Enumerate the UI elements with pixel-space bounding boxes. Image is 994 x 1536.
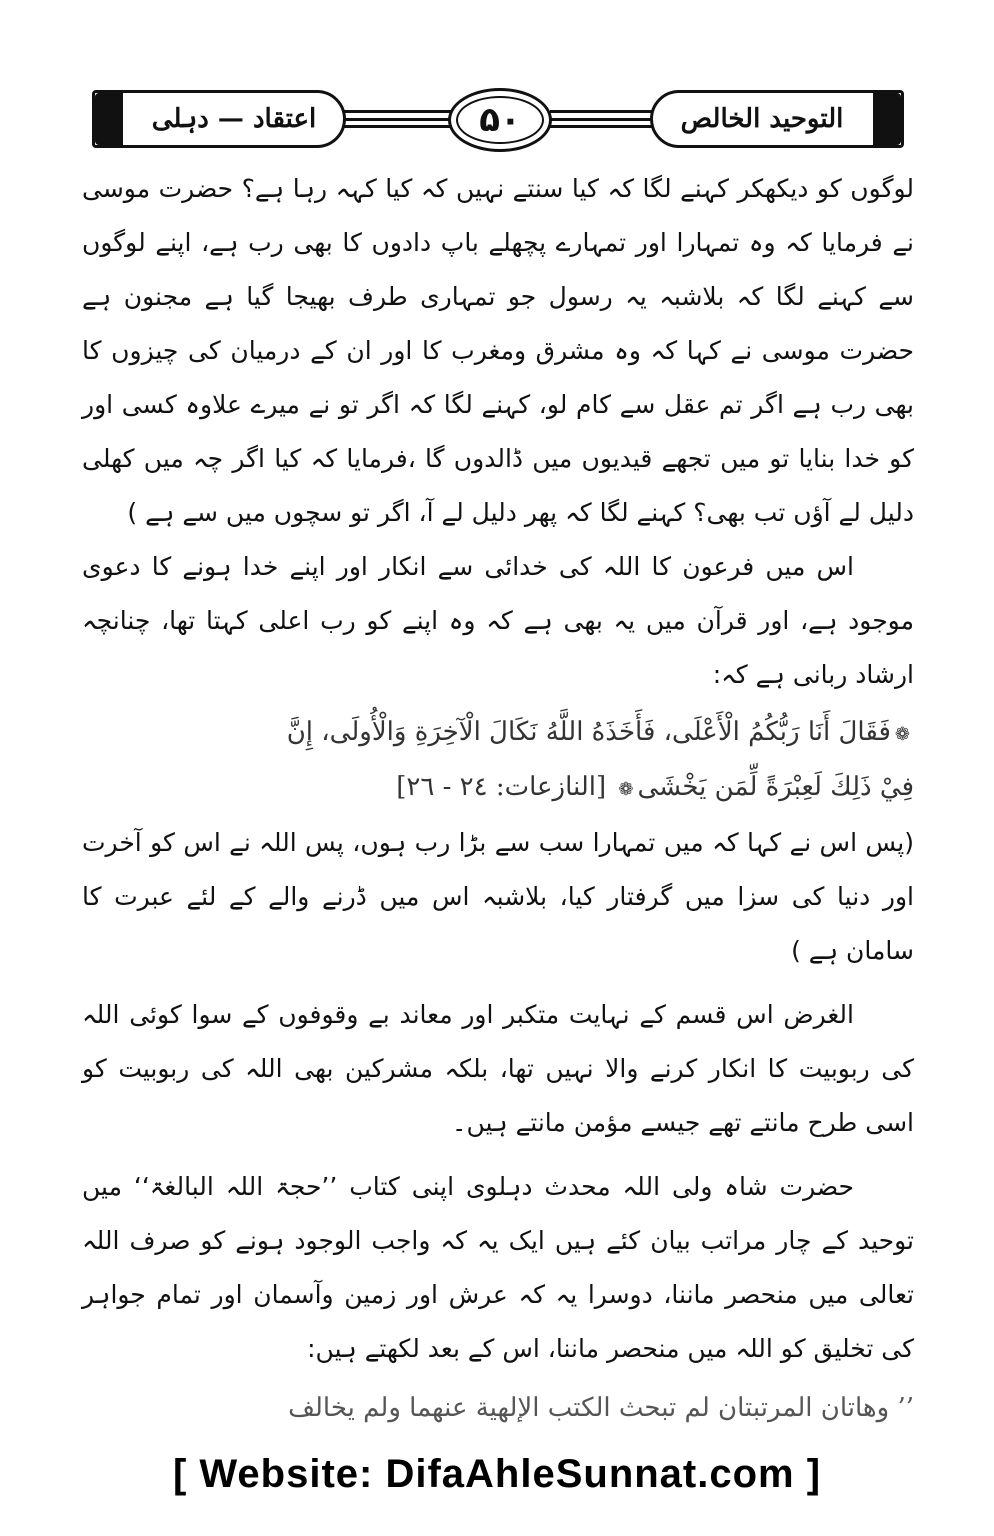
header-left-title: اعتقاد — دہلی: [151, 104, 317, 134]
header-right-title-box: [650, 90, 904, 148]
header-right-cap-decoration: [873, 93, 901, 145]
verse-close-ornament-icon: ❁: [618, 779, 634, 800]
header-right-title: التوحید الخالص: [680, 104, 844, 134]
paragraph-pharaoh-dialogue: لوگوں کو دیکھکر کہنے لگا کہ کیا سنتے نہیں کہ کیا کہہ رہا ہے؟ حضرت موسی نے فرمایا کہ وہ تمہارا اور تمہارے پچھلے باپ دادوں کا بھی رب ہے، اپنے لوگوں سے کہنے لگا کہ بلاشبہ یہ رسول جو تمہاری طرف بھیجا گیا ہے مجنون ہے حضرت موسی نے کہا کہ وہ مشرق ومغرب کا اور ان کے درمیان کی چیزوں کا بھی رب ہے اگر تم عقل سے کام لو، کہنے لگا کہ اگر تو نے میرے علاوہ کسی اور کو خدا بنایا تو میں تجھے قیدیوں میں ڈالدوں گا ،فرمایا کہ کیا اگر چہ میں کھلی دلیل لے آؤں تب بھی؟ کہنے لگا کہ پھر دلیل لے آ، اگر تو سچوں میں سے ہے ): [82, 174, 914, 527]
header-left-title-box: [92, 90, 346, 148]
quran-verse-line-1: [82, 706, 914, 761]
quran-verse-reference: [النازعات: ٢٤ - ٢٦]: [396, 772, 607, 802]
page-number: ۵۰: [479, 100, 521, 140]
website-footer: [ Website: DifaAhleSunnat.com ]: [172, 1452, 822, 1496]
page-header: [92, 88, 904, 152]
quran-verse-text-2: فِيْ ذَلِكَ لَعِبْرَةً لِّمَن يَخْشَى: [637, 772, 914, 802]
paragraph-pharaoh-claim: اس میں فرعون کا اللہ کی خدائی سے انکار اور اپنے خدا ہونے کا دعوی موجود ہے، اور قرآن میں یہ بھی ہے کہ وہ اپنے کو رب اعلی کہتا تھا، چنانچہ ارشاد ربانی ہے کہ:: [82, 552, 914, 689]
paragraph-verse-translation: (پس اس نے کہا کہ میں تمہارا سب سے بڑا رب ہوں، پس اللہ نے اس کو آخرت اور دنیا کی سزا میں گرفتار کیا، بلاشبہ اس میں ڈرنے والے کے لئے عبرت کا سامان ہے ): [82, 828, 914, 965]
page-body: [82, 160, 914, 1434]
page-number-badge: [448, 88, 552, 152]
paragraph-rububiyyah: الغرض اس قسم کے نہایت متکبر اور معاند بے وقوفوں کے سوا کوئی اللہ کی ربوبیت کا انکار کرنے والا نہیں تھا، بلکہ مشرکین بھی اللہ کی ربوبیت کو اسی طرح مانتے تھے جیسے مؤمن مانتے ہیں۔: [82, 1000, 914, 1137]
paragraph-shah-waliullah: حضرت شاہ ولی اللہ محدث دہلوی اپنی کتاب ’’حجۃ اللہ البالغۃ‘‘ میں توحید کے چار مراتب بیان کئے ہیں ایک یہ کہ واجب الوجود ہونے کو صرف اللہ تعالی میں منحصر ماننا، دوسرا یہ کہ عرش اور زمین وآسمان اور تمام جواہر کی تخلیق کو اللہ میں منحصر ماننا، اس کے بعد لکھتے ہیں:: [82, 1172, 914, 1363]
quran-verse-line-2: [82, 761, 914, 816]
header-left-cap-decoration: [95, 93, 123, 145]
header-rule-left: [342, 110, 452, 128]
verse-open-ornament-icon: ❁: [894, 724, 910, 745]
quran-verse-text-1: فَقَالَ أَنَا رَبُّكُمُ الْأَعْلَى، فَأَخَذَهُ اللَّهُ نَكَالَ الْآخِرَةِ وَالْأُولَى، إِنَّ: [286, 717, 891, 747]
arabic-quotation: ’’ وهاتان المرتبتان لم تبحث الكتب الإلهية عنهما ولم يخالف: [288, 1393, 914, 1423]
quran-verse-block: [82, 706, 914, 816]
